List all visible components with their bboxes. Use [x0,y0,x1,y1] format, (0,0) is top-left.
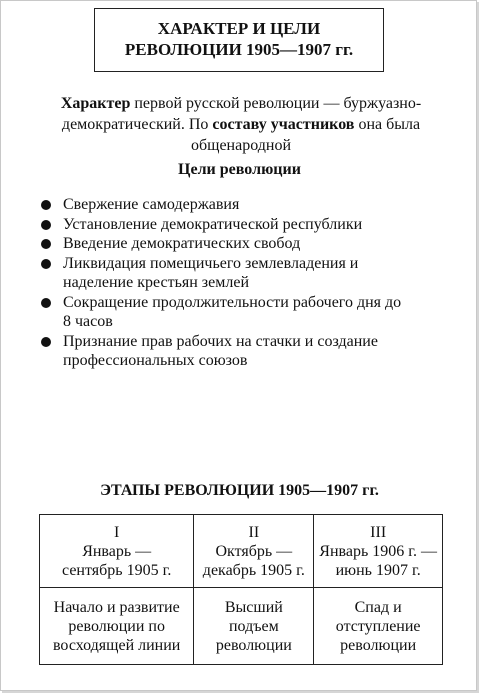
intro-line-3: общенародной [190,137,292,154]
bullet-icon [41,298,51,308]
list-item: Свержение самодержавия [39,195,459,215]
intro-line-1 [31,93,451,114]
bullet-icon [41,259,51,269]
list-item: Признание прав рабочих на стачки и создание профессиональных союзов [39,332,459,371]
list-item: Сокращение продолжительности рабочего дня до 8 часов [39,293,459,332]
goals-heading: Цели революции [178,161,301,178]
stage-2-period-cell: II Октябрь — декабрь 1905 г. [194,515,314,588]
intro-text-1: первой русской революции — буржуазно- [130,95,422,112]
bullet-icon [41,220,51,230]
title-line-1: ХАРАКТЕР И ЦЕЛИ [157,19,321,38]
stage-3-period-cell: III Январь 1906 г. — июнь 1907 г. [314,515,443,588]
intro-text-3: она была [354,116,421,133]
title-box [94,8,384,72]
bullet-icon [41,337,51,347]
intro-bold-character: Характер [60,95,131,112]
list-item: Установление демократической республики [39,215,459,235]
title-line-2: РЕВОЛЮЦИИ 1905—1907 гг. [124,40,354,59]
intro-bold-composition: составу участников [212,116,355,133]
list-item: Ликвидация помещичьего землевладения и наделение крестьян землей [39,254,459,293]
stage-1-period-cell: I Январь — сентябрь 1905 г. [40,515,194,588]
intro-paragraph [31,93,451,156]
table-row [40,588,443,665]
bullet-icon [41,200,51,210]
list-item: Введение демократических свобод [39,234,459,254]
stage-3-description-cell: Спад и отступление революции [314,588,443,665]
stages-heading: ЭТАПЫ РЕВОЛЮЦИИ 1905—1907 гг. [100,482,379,499]
table-row [40,515,443,588]
goals-list [39,195,459,371]
intro-line-2 [31,114,451,135]
bullet-icon [41,239,51,249]
stage-2-description-cell: Высший подъем революции [194,588,314,665]
intro-text-2: демократический. По [61,116,213,133]
stages-table [39,514,443,665]
stage-1-description-cell: Начало и развитие революции по восходящей линии [40,588,194,665]
